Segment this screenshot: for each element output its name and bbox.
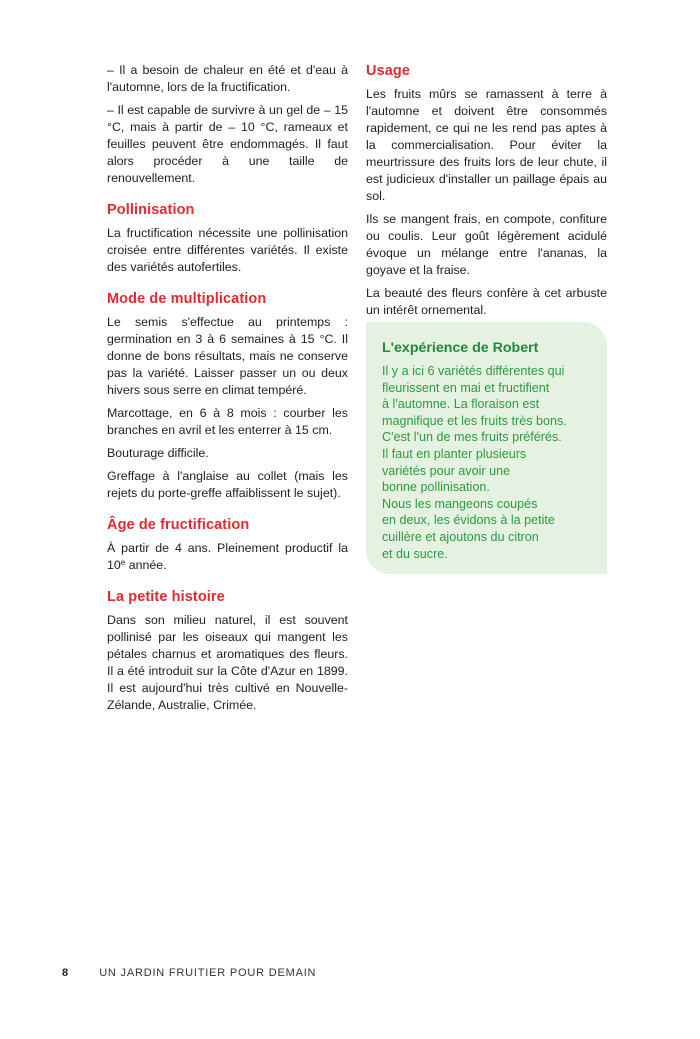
experience-line: bonne pollinisation. <box>382 480 490 495</box>
right-column <box>366 62 607 325</box>
experience-line: variétés pour avoir une <box>382 463 511 478</box>
experience-box <box>366 322 607 574</box>
age-text-after: année. <box>125 558 167 572</box>
experience-line: Nous les mangeons coupés <box>382 496 538 511</box>
age-text-before: À partir de 4 ans. Pleinement productif la 10 <box>107 541 348 572</box>
experience-line: à l'automne. La floraison est <box>382 397 540 412</box>
experience-line: magnifique et les fruits très bons. <box>382 413 567 428</box>
heading-usage: Usage <box>366 63 411 79</box>
heading-histoire: La petite histoire <box>107 589 225 605</box>
page-footer <box>62 966 316 980</box>
heading-age: Âge de fructification <box>107 517 250 533</box>
age-text <box>107 540 348 574</box>
experience-line: Il faut en planter plusieurs <box>382 446 527 461</box>
heading-pollinisation: Pollinisation <box>107 202 195 218</box>
book-title: UN JARDIN FRUITIER POUR DEMAIN <box>99 967 317 979</box>
usage-paragraph-3: La beauté des fleurs confère à cet arbuste un intérêt ornemental. <box>366 286 607 317</box>
left-column <box>107 62 348 720</box>
multiplication-marcottage: Marcottage, en 6 à 8 mois : courber les branches en avril et les enterrer à 15 cm. <box>107 406 348 437</box>
usage-paragraph-1: Les fruits mûrs se ramassent à terre à l'automne et doivent être consommés rapidement, ce qui ne les rend pas aptes à la commercialisation. Pour éviter la meurtrissure des fruits lors de leur chute, il est judicieux d'installer un paillage épais au sol. <box>366 87 607 203</box>
pollinisation-text: La fructification nécessite une pollinisation croisée entre différentes variétés. Il existe des variétés autofertiles. <box>107 226 348 274</box>
experience-heading: L'expérience de Robert <box>382 340 539 356</box>
multiplication-greffage: Greffage à l'anglaise au collet (mais les rejets du porte-greffe affaiblissent le sujet). <box>107 469 348 500</box>
heading-multiplication: Mode de multiplication <box>107 291 267 307</box>
intro-paragraph-1: – Il a besoin de chaleur en été et d'eau à l'automne, lors de la fructification. <box>107 63 348 94</box>
usage-paragraph-2: Ils se mangent frais, en compote, confiture ou coulis. Leur goût légèrement acidulé évoque un mélange entre l'ananas, la goyave et la fraise. <box>366 212 607 277</box>
experience-line: cuillère et ajoutons du citron <box>382 529 539 544</box>
experience-line: et du sucre. <box>382 546 448 561</box>
histoire-text: Dans son milieu naturel, il est souvent pollinisé par les oiseaux qui mangent les pétales charnus et aromatiques des fleurs. Il a été introduit sur la Côte d'Azur en 1899. Il est aujourd'hui très cultivé en Nouvelle-Zélande, Australie, Crimée. <box>107 613 348 712</box>
page-number: 8 <box>62 967 69 979</box>
experience-line: en deux, les évidons à la petite <box>382 513 555 528</box>
experience-line: C'est l'un de mes fruits préférés. <box>382 430 562 445</box>
experience-line: fleurissent en mai et fructifient <box>382 380 550 395</box>
multiplication-semis: Le semis s'effectue au printemps : germination en 3 à 6 semaines à 15 °C. Il donne de bons résultats, mais ne conserve pas la variété. Laisser passer un ou deux hivers sous serre en climat tempéré. <box>107 315 348 397</box>
experience-line: Il y a ici 6 variétés différentes qui <box>382 364 565 378</box>
intro-paragraph-2: – Il est capable de survivre à un gel de – 15 °C, mais à partir de – 10 °C, rameaux et feuilles peuvent être endommagés. Il faut alors procéder à une taille de renouvellement. <box>107 103 348 185</box>
age-sup: e <box>120 558 126 567</box>
multiplication-bouturage: Bouturage difficile. <box>107 446 209 460</box>
